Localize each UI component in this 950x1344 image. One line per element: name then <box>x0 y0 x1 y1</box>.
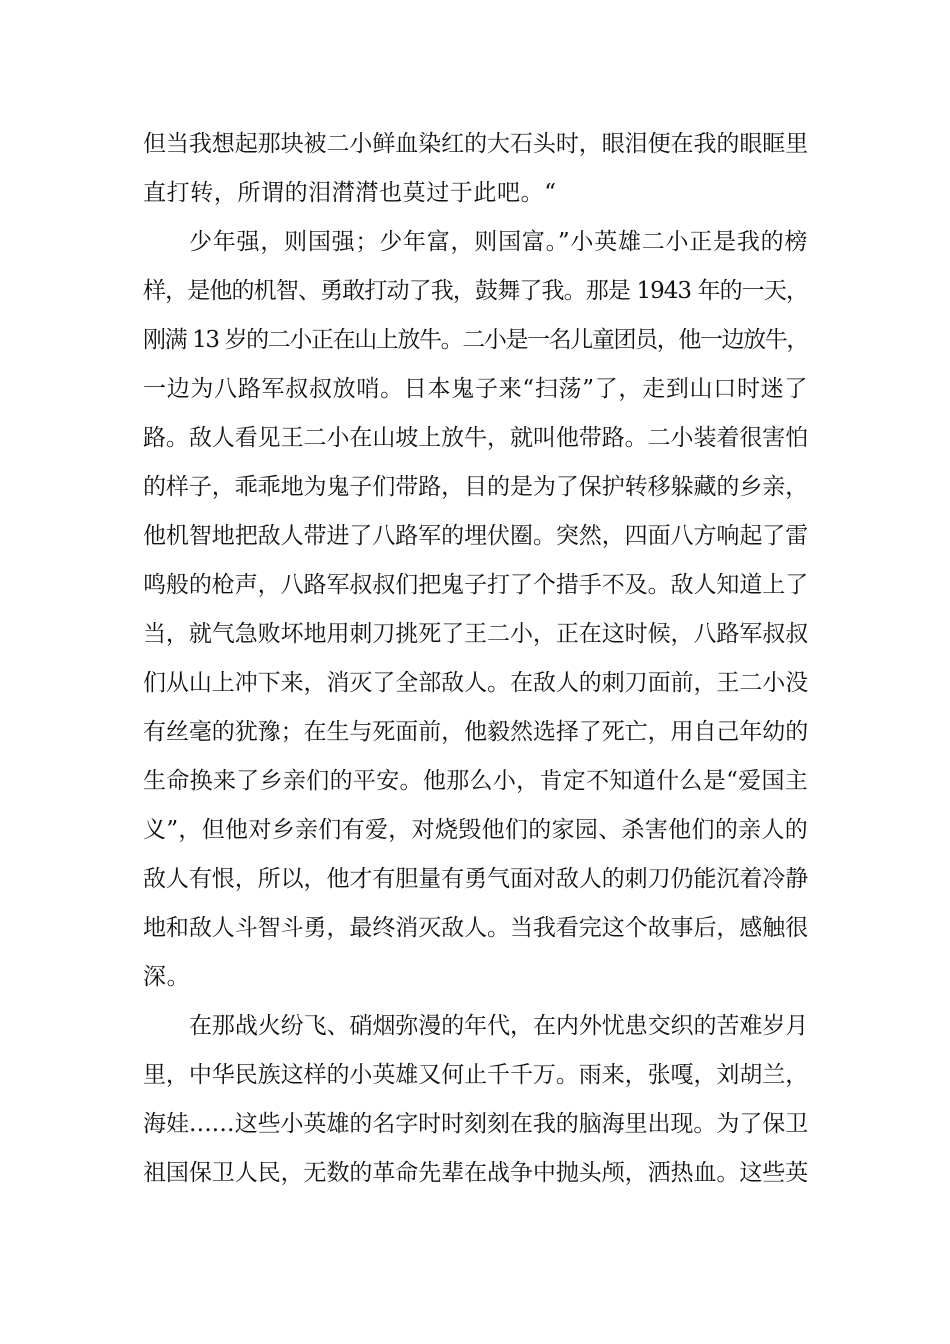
text-line: 但当我想起那块被二小鲜血染红的大石头时，眼泪便在我的眼眶里 <box>143 131 808 157</box>
text-line: 在那战火纷飞、硝烟弥漫的年代，在内外忧患交织的苦难岁月 <box>189 1013 808 1039</box>
text-line: 的样子，乖乖地为鬼子们带路，目的是为了保护转移躲藏的乡亲， <box>143 474 808 500</box>
text-line: 直打转，所谓的泪潸潸也莫过于此吧。“ <box>143 180 557 206</box>
text-line: 当，就气急败坏地用刺刀挑死了王二小，正在这时候，八路军叔叔 <box>143 621 808 647</box>
text-line: 们从山上冲下来，消灭了全部敌人。在敌人的刺刀面前，王二小没 <box>143 670 808 696</box>
document-body <box>143 133 808 1211</box>
text-line: 深。 <box>143 964 191 990</box>
text-line: 有丝毫的犹豫；在生与死面前，他毅然选择了死亡，用自己年幼的 <box>143 719 808 745</box>
text-line: 他机智地把敌人带进了八路军的埋伏圈。突然，四面八方响起了雷 <box>143 523 808 549</box>
text-line: 路。敌人看见王二小在山坡上放牛，就叫他带路。二小装着很害怕 <box>143 425 808 451</box>
text-line: 敌人有恨，所以，他才有胆量有勇气面对敌人的刺刀仍能沉着冷静 <box>143 866 808 892</box>
text-line: 生命换来了乡亲们的平安。他那么小，肯定不知道什么是“爱国主 <box>143 768 808 794</box>
text-line: 海娃……这些小英雄的名字时时刻刻在我的脑海里出现。为了保卫 <box>143 1111 808 1137</box>
text-line: 祖国保卫人民，无数的革命先辈在战争中抛头颅，洒热血。这些英 <box>143 1160 808 1186</box>
text-line: 地和敌人斗智斗勇，最终消灭敌人。当我看完这个故事后，感触很 <box>143 915 808 941</box>
text-line: 刚满 13 岁的二小正在山上放牛。二小是一名儿童团员，他一边放牛， <box>143 327 808 353</box>
text-line: 里，中华民族这样的小英雄又何止千千万。雨来，张嘎，刘胡兰， <box>143 1062 808 1088</box>
text-line: 鸣般的枪声，八路军叔叔们把鬼子打了个措手不及。敌人知道上了 <box>143 572 808 598</box>
text-line: 样，是他的机智、勇敢打动了我，鼓舞了我。那是 1943 年的一天， <box>143 278 808 304</box>
text-line: 义”，但他对乡亲们有爱，对烧毁他们的家园、杀害他们的亲人的 <box>143 817 808 843</box>
text-line: 少年强，则国强；少年富，则国富。”小英雄二小正是我的榜 <box>189 229 808 255</box>
text-line: 一边为八路军叔叔放哨。日本鬼子来“扫荡”了，走到山口时迷了 <box>143 376 808 402</box>
